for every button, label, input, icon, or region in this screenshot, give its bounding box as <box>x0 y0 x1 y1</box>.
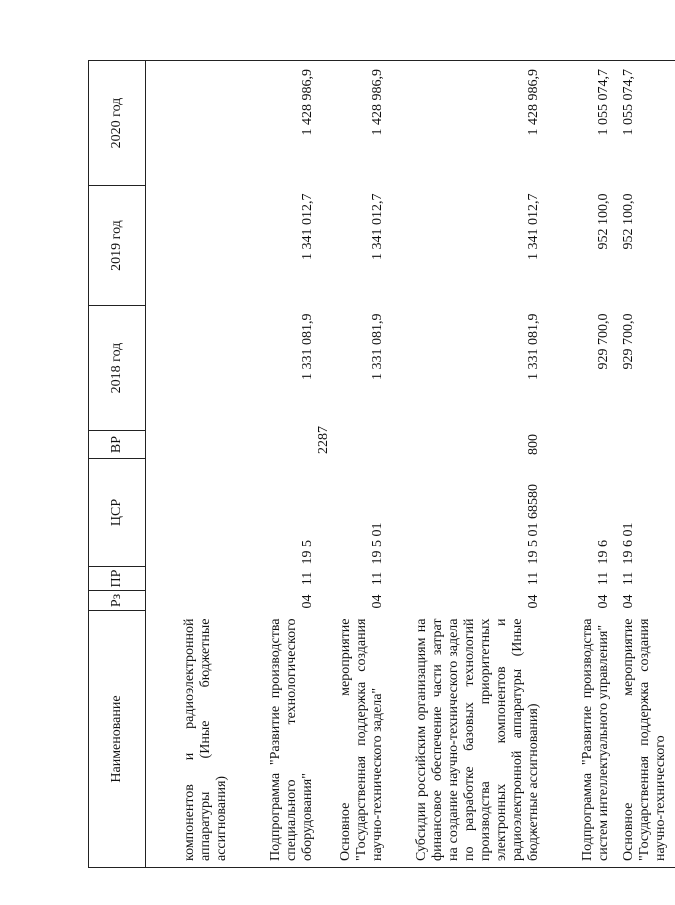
row-name: компонентов и радиоэлектронной аппаратуры (Иные бюджетные ассигнования) <box>181 618 229 861</box>
row-pr: 11 <box>620 571 636 586</box>
row-2019: 952 100,0 <box>620 193 636 250</box>
row-pr: 11 <box>299 571 315 586</box>
row-vr <box>618 431 675 459</box>
header-2019: 2019 год <box>89 186 146 306</box>
row-rz <box>146 591 236 611</box>
row-2018: 929 700,0 <box>595 313 611 370</box>
row-vr <box>236 431 322 459</box>
row-csr <box>146 459 236 567</box>
row-2018: 1 331 081,9 <box>299 313 315 380</box>
row-rz: 04 <box>369 594 385 609</box>
row-2019: 952 100,0 <box>595 193 611 250</box>
row-vr <box>322 431 392 459</box>
table-row <box>146 61 236 868</box>
budget-table <box>88 60 675 868</box>
header-rz: Рз <box>89 591 146 611</box>
row-pr <box>146 567 236 591</box>
row-2020: 1 055 074,7 <box>595 69 611 136</box>
row-2019: 1 341 012,7 <box>525 193 541 260</box>
row-csr: 19 5 01 68580 <box>525 484 541 565</box>
row-2018: 929 700,0 <box>620 313 636 370</box>
rotated-table-wrapper <box>88 61 668 868</box>
row-2020: 1 428 986,9 <box>369 69 385 136</box>
row-name: Субсидии российским организациям на финансовое обеспечение части затрат на создание научно-технического задела по разработке базовых технологий производства приоритетных электронных компонентов и радиоэлектронной аппаратуры (Иные бюджетные ассигнования) <box>413 618 541 861</box>
header-vr: ВР <box>89 431 146 459</box>
row-rz: 04 <box>620 594 636 609</box>
table-row <box>322 61 392 868</box>
row-vr <box>548 431 618 459</box>
row-name: Подпрограмма "Развитие производства систем интеллектуального управления" <box>579 618 611 861</box>
row-pr: 11 <box>595 571 611 586</box>
row-2020: 1 428 986,9 <box>525 69 541 136</box>
table-row <box>548 61 618 868</box>
row-2019: 1 341 012,7 <box>369 193 385 260</box>
header-2020: 2020 год <box>89 61 146 186</box>
header-pr: ПР <box>89 567 146 591</box>
row-2020: 1 428 986,9 <box>299 69 315 136</box>
table-row <box>236 61 322 868</box>
row-2019: 1 341 012,7 <box>299 193 315 260</box>
row-vr <box>146 431 236 459</box>
row-2018: 1 331 081,9 <box>525 313 541 380</box>
table-row <box>392 61 548 868</box>
row-vr: 800 <box>525 434 541 455</box>
row-2020: 1 055 074,7 <box>620 69 636 136</box>
row-2019 <box>146 186 236 306</box>
row-pr: 11 <box>525 571 541 586</box>
row-2018: 1 331 081,9 <box>369 313 385 380</box>
row-csr: 19 6 <box>595 540 611 565</box>
row-csr: 19 5 01 <box>369 522 385 565</box>
row-pr: 11 <box>369 571 385 586</box>
table-header-row <box>89 61 146 868</box>
header-csr: ЦСР <box>89 459 146 567</box>
row-rz: 04 <box>525 594 541 609</box>
row-2018 <box>146 306 236 431</box>
row-2020 <box>146 61 236 186</box>
row-name: Подпрограмма "Развитие производства специального технологического оборудования" <box>267 618 315 861</box>
row-csr: 19 5 <box>299 540 315 565</box>
header-name: Наименование <box>89 611 146 868</box>
row-rz: 04 <box>595 594 611 609</box>
row-name: Основное мероприятие "Государственная поддержка создания научно-технического задела" <box>337 618 385 861</box>
row-name: Основное мероприятие "Государственная поддержка создания научно-технического <box>620 618 668 861</box>
row-rz: 04 <box>299 594 315 609</box>
table-row <box>618 61 675 868</box>
header-2018: 2018 год <box>89 306 146 431</box>
page-number: 2287 <box>316 426 331 454</box>
row-csr: 19 6 01 <box>620 522 636 565</box>
